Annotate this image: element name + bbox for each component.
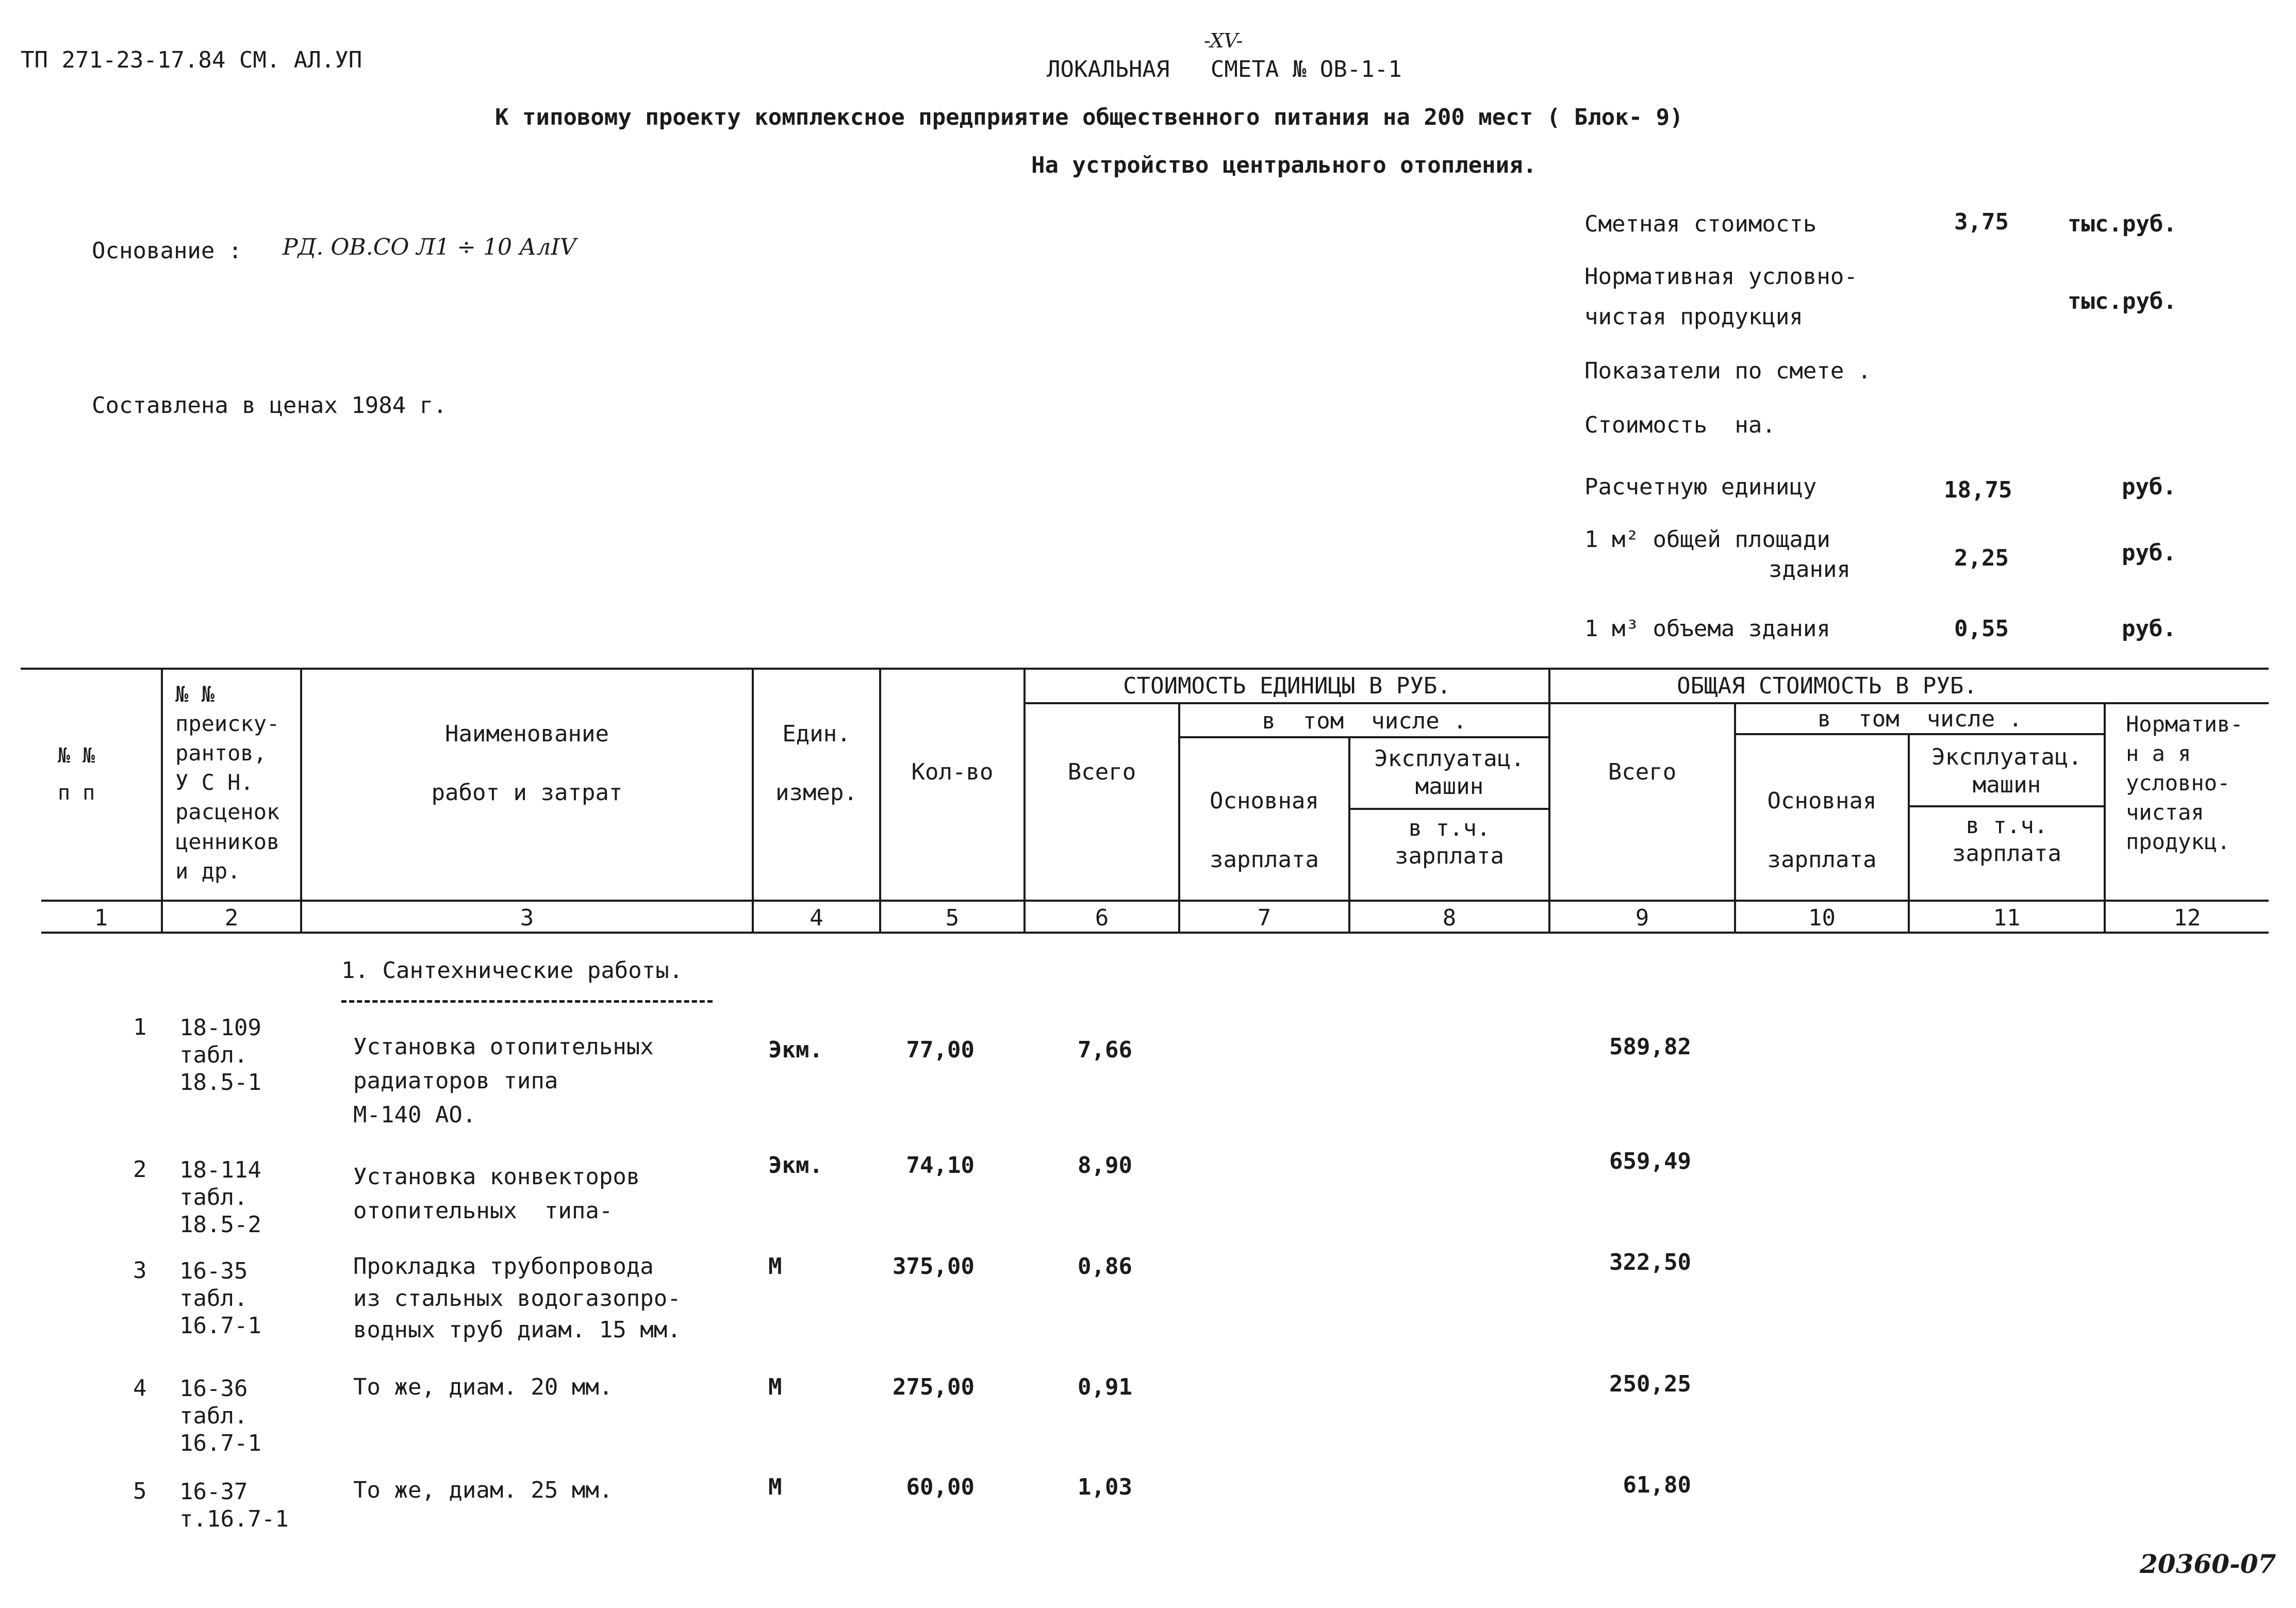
document-subtitle: К типовому проекту комплексное предприятие общественного питания на 200 мест ( Блок- 9) — [495, 104, 1683, 130]
row-name: То же, диам. 25 мм. — [353, 1477, 613, 1503]
row-sum-total: 61,80 — [1623, 1472, 1691, 1498]
column-number: 1 — [94, 905, 108, 931]
header-unit-cost-group: СТОИМОСТЬ ЕДИНИЦЫ В РУБ. — [1123, 673, 1451, 699]
row-unit: М — [768, 1253, 782, 1280]
area-unit: руб. — [2122, 540, 2176, 566]
prices-note: Составлена в ценах 1984 г. — [92, 392, 447, 419]
header-col4: Един. измер. — [775, 721, 857, 806]
volume-unit: руб. — [2122, 616, 2176, 642]
normative-unit: тыс.руб. — [2068, 288, 2177, 314]
row-unit: М — [768, 1474, 782, 1500]
header-unit-machine-op: Эксплуатац. машин — [1374, 745, 1525, 800]
header-col3: Наименование работ и затрат — [431, 721, 623, 806]
col-divider-5 — [1023, 668, 1026, 932]
column-number: 5 — [945, 905, 960, 931]
header-sum-base-salary: Основная зарплата — [1767, 788, 1877, 873]
column-number: 9 — [1635, 905, 1649, 931]
col-divider-1 — [161, 668, 163, 932]
column-number: 8 — [1442, 905, 1457, 931]
row-name: Прокладка трубопровода из стальных водогазопро- водных труб диам. 15 мм. — [353, 1253, 681, 1344]
row-name: Установка конвекторов отопительных типа- — [353, 1164, 640, 1224]
column-number: 11 — [1993, 905, 2021, 931]
document-code: ТП 271-23-17.84 СМ. АЛ.УП — [21, 47, 362, 73]
row-sum-total: 322,50 — [1609, 1249, 1691, 1275]
row-code: 16-36 табл. 16.7-1 — [179, 1375, 261, 1456]
section-underline — [341, 1000, 713, 1003]
footer-mark: 20360-07 — [2140, 1549, 2276, 1579]
row-unit-total: 1,03 — [1078, 1474, 1132, 1500]
header-sum-total: Всего — [1608, 759, 1677, 785]
total-machine-line — [1908, 805, 2104, 807]
calc-unit-value: 18,75 — [1944, 477, 2012, 503]
col-divider-4 — [879, 668, 881, 932]
header-col2: № № преиску- рантов, У С Н. расценок ценников и др. — [175, 682, 280, 884]
row-number: 3 — [133, 1257, 147, 1284]
col-divider-11 — [2104, 702, 2106, 932]
row-unit-total: 0,86 — [1078, 1253, 1132, 1280]
cost-per-label: Стоимость на. — [1584, 412, 1776, 438]
row-number: 4 — [133, 1375, 147, 1401]
volume-value: 0,55 — [1954, 616, 2009, 642]
unit-cost-group-line — [1023, 702, 1548, 704]
row-unit: Экм. — [768, 1152, 823, 1179]
column-number: 4 — [810, 905, 823, 931]
row-qty: 275,00 — [893, 1374, 974, 1400]
row-sum-total: 589,82 — [1609, 1034, 1691, 1060]
row-name: Установка отопительных радиаторов типа М-140 АО. — [353, 1034, 654, 1128]
row-code: 18-109 табл. 18.5-1 — [179, 1015, 261, 1096]
header-total-cost-group: ОБЩАЯ СТОИМОСТЬ В РУБ. — [1677, 673, 1977, 699]
column-number: 10 — [1808, 905, 1836, 931]
row-unit: М — [768, 1374, 782, 1400]
indicators-label: Показатели по смете . — [1584, 358, 1872, 384]
calc-unit-unit: руб. — [2122, 474, 2176, 500]
header-unit-incl-salary: в т.ч. зарплата — [1395, 815, 1504, 869]
unit-incl-line — [1178, 736, 1548, 738]
normative-label-1: Нормативная условно- — [1584, 263, 1858, 290]
row-qty: 375,00 — [893, 1253, 974, 1280]
row-unit-total: 7,66 — [1078, 1037, 1132, 1063]
header-unit-including: в том числе . — [1262, 708, 1467, 734]
area-label-1: 1 м² общей площади — [1584, 526, 1830, 553]
basis-label: Основание : — [92, 238, 242, 264]
row-sum-total: 659,49 — [1609, 1148, 1691, 1174]
row-unit: Экм. — [768, 1037, 823, 1063]
row-code: 16-37 т.16.7-1 — [179, 1479, 289, 1532]
table-top-line — [21, 668, 2269, 670]
document-subject: На устройство центрального отопления. — [1031, 152, 1537, 178]
header-col5: Кол-во — [911, 759, 994, 785]
header-col1: № № п п — [58, 744, 95, 805]
col-divider-8 — [1548, 668, 1550, 932]
document-title: ЛОКАЛЬНАЯ СМЕТА № ОВ-1-1 — [1047, 56, 1402, 82]
row-code: 18-114 табл. 18.5-2 — [179, 1157, 261, 1238]
header-unit-base-salary: Основная зарплата — [1210, 788, 1319, 873]
total-cost-group-line — [1548, 702, 2269, 704]
total-incl-line — [1734, 733, 2104, 735]
row-code: 16-35 табл. 16.7-1 — [179, 1258, 261, 1339]
row-number: 5 — [133, 1478, 147, 1504]
area-label-2: здания — [1769, 556, 1851, 583]
section-title: 1. Сантехнические работы. — [341, 957, 683, 984]
header-normative: Норматив- н а я условно- чистая продукц. — [2126, 711, 2243, 855]
normative-label-2: чистая продукция — [1584, 304, 1803, 330]
column-number: 3 — [520, 905, 534, 931]
estimated-cost-label: Сметная стоимость — [1584, 211, 1817, 237]
basis-value: РД. ОВ.СО Л1 ÷ 10 АлIV — [283, 234, 576, 260]
row-qty: 60,00 — [906, 1474, 974, 1500]
header-sum-incl-salary: в т.ч. зарплата — [1952, 813, 2061, 867]
header-sum-machine-op: Эксплуатац. машин — [1931, 744, 2082, 798]
calc-unit-label: Расчетную единицу — [1584, 474, 1817, 500]
row-number: 2 — [133, 1156, 147, 1183]
volume-label: 1 м³ объема здания — [1584, 616, 1830, 642]
page-mark: -XV- — [1204, 29, 1243, 52]
header-sum-including: в том числе . — [1817, 706, 2023, 732]
estimated-cost-unit: тыс.руб. — [2068, 211, 2177, 237]
header-unit-total: Всего — [1067, 759, 1136, 785]
row-qty: 74,10 — [906, 1152, 974, 1179]
row-name: То же, диам. 20 мм. — [353, 1374, 613, 1400]
estimated-cost-value: 3,75 — [1954, 209, 2009, 235]
unit-machine-line — [1348, 808, 1548, 810]
row-sum-total: 250,25 — [1609, 1371, 1691, 1397]
row-unit-total: 8,90 — [1078, 1152, 1132, 1179]
row-qty: 77,00 — [906, 1037, 974, 1063]
column-number: 7 — [1257, 905, 1271, 931]
row-unit-total: 0,91 — [1078, 1374, 1132, 1400]
row-number: 1 — [133, 1014, 147, 1040]
area-value: 2,25 — [1954, 545, 2009, 571]
column-number: 12 — [2173, 905, 2201, 931]
column-number: 6 — [1095, 905, 1109, 931]
column-number: 2 — [224, 905, 239, 931]
